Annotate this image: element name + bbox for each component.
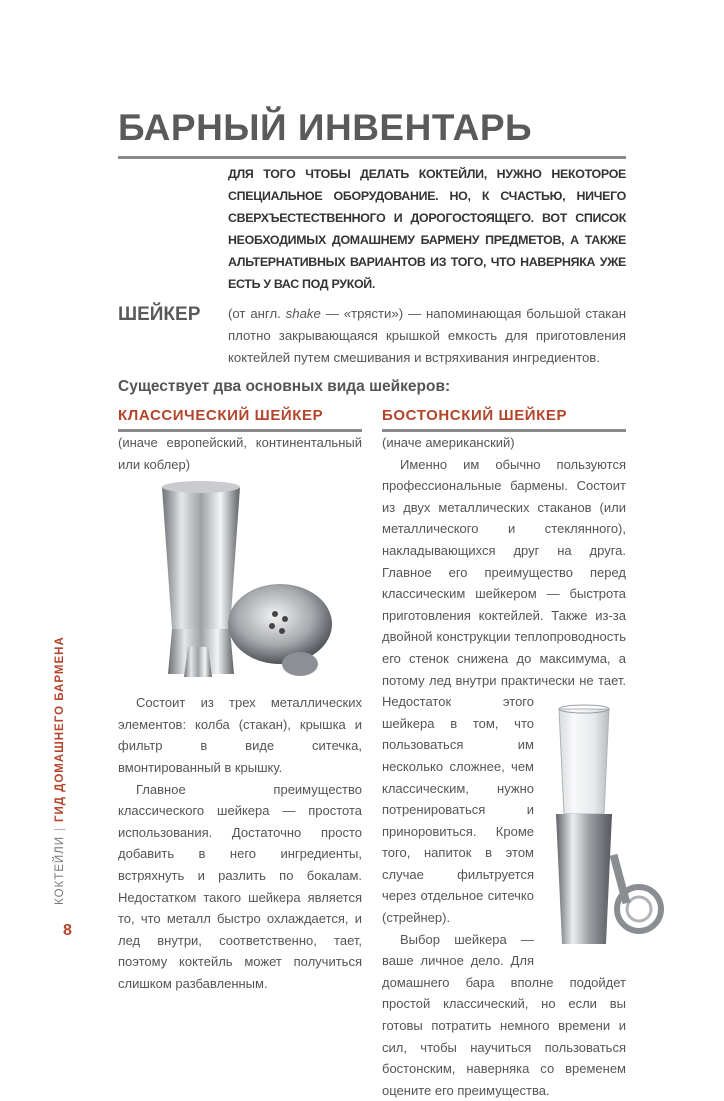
page-number: 8 [63, 922, 72, 939]
classic-paragraph: Состоит из трех металлических элементов: колба (стакан), крышка и фильтр в виде ситечка, вмонтированный в крышку. [118, 695, 362, 775]
boston-paragraph: Выбор шейкера — ваше личное дело. Для домашнего бара вполне подойдет простой классический, но если вы готовы потратить немного времени и сил, чтобы научиться пользоваться бостонским, наверняка со временем оцените его преимущества. [382, 931, 626, 1098]
term-definition [228, 303, 626, 369]
boston-shaker-image [544, 704, 669, 959]
kinds-heading: Существует два основных вида шейкеров: [118, 378, 451, 395]
boston-shaker-aka: (иначе американский) [382, 435, 515, 450]
running-header-separator: | [54, 827, 66, 831]
intro-text: ДЛЯ ТОГО ЧТОБЫ ДЕЛАТЬ КОКТЕЙЛИ, НУЖНО НЕКОТОРОЕ СПЕЦИАЛЬНОЕ ОБОРУДОВАНИЕ. НО, К СЧАСТЬЮ, НИЧЕГО СВЕРХЪЕСТЕСТВЕННОГО И ДОРОГОСТОЯЩЕГО. ВОТ СПИСОК НЕОБХОДИМЫХ ДОМАШНЕМУ БАРМЕНУ ПРЕДМЕТОВ, А ТАКЖЕ АЛЬТЕРНАТИВНЫХ ВАРИАНТОВ ИЗ ТОГО, ЧТО НАВЕРНЯКА УЖЕ ЕСТЬ У ВАС ПОД РУКОЙ. [228, 167, 626, 291]
classic-shaker-aka: (иначе европейский, континентальный или коблер) [118, 435, 362, 472]
definition-prefix: (от англ. [228, 306, 286, 321]
boston-shaker-image-wrap [540, 704, 626, 966]
boston-shaker-heading: БОСТОНСКИЙ ШЕЙКЕР [382, 407, 626, 432]
running-header-section: КОКТЕЙЛИ [54, 836, 66, 905]
classic-shaker-image [150, 479, 335, 684]
classic-paragraph: Главное преимущество классического шейкера — простота использования. Достаточно просто добавить в него ингредиенты, встряхнуть и разлить по бокалам. Недостатком такого шейкера является то, что металл быстро охлаждается, и лед внутри, соответственно, тает, поэтому коктейль может получиться слишком разбавленным. [118, 781, 362, 991]
boston-shaker-column [382, 407, 626, 1101]
page-content [118, 106, 626, 1101]
definition-rest: — «трясти») — напоминающая большой стакан плотно закрывающаяся крышкой емкость для приготовления коктейлей путем смешивания и встряхивания ингредиентов. [228, 306, 626, 365]
boston-paragraph-start: Именно им обычно пользуются профессиональные бармены. Состоит из двух металлических стаканов (или металлического и стеклянного), накладывающихся друг на друга. Главное его преимущество перед классическим шейкером — быстрота приготовления коктейлей. Также из-за двойной конструкции теплопроводность его стенок снижена до максимума, а потому лед внутри практически не тает. Недостаток этого шейкера в том, что пользоваться им несколько сложнее, чем классическим, нужно потренироваться и приноровиться. Кроме [382, 456, 626, 839]
boston-shaker-body [382, 454, 626, 1101]
running-header-book: ГИД ДОМАШНЕГО БАРМЕНА [54, 636, 66, 822]
classic-shaker-column [118, 407, 362, 1101]
shaker-columns [118, 407, 626, 1101]
title-divider [118, 156, 626, 159]
term-entry [118, 303, 626, 369]
classic-shaker-heading: КЛАССИЧЕСКИЙ ШЕЙКЕР [118, 407, 362, 432]
definition-english-word: shake [285, 306, 321, 321]
boston-paragraph-continued: того, напиток в этом случае фильтруется через отдельное ситечко (стрейнер). [382, 845, 534, 926]
running-header [54, 636, 66, 905]
page-title: БАРНЫЙ ИНВЕНТАРЬ [118, 107, 533, 148]
term-heading: ШЕЙКЕР [118, 304, 201, 325]
